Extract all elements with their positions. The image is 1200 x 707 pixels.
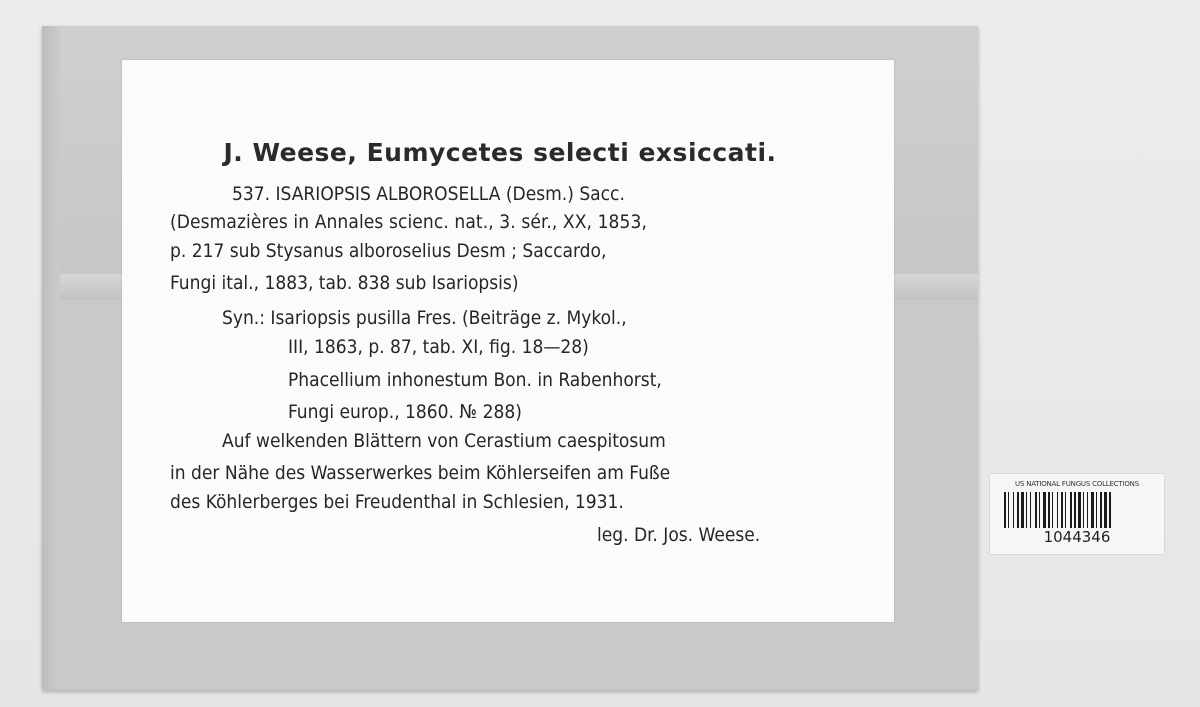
packet-edge <box>42 26 60 690</box>
label-line-collector: leg. Dr. Jos. Weese. <box>597 524 761 546</box>
barcode-number: 1044346 <box>1043 528 1111 546</box>
label-line-synonym-2: III, 1863, p. 87, tab. XI, fig. 18—28) <box>288 336 589 358</box>
label-line-synonym-4: Fungi europ., 1860. № 288) <box>288 401 522 423</box>
label-line-citation: (Desmazières in Annales scienc. nat., 3. sér., XX, 1853, <box>170 211 647 233</box>
barcode-icon <box>1004 492 1150 528</box>
label-line-locality-2: des Köhlerberges bei Freudenthal in Schlesien, 1931. <box>170 491 624 513</box>
label-line-synonym-3: Phacellium inhonestum Bon. in Rabenhorst, <box>288 369 662 391</box>
label-line-locality: in der Nähe des Wasserwerkes beim Köhlerseifen am Fuße <box>170 462 671 484</box>
label-line-species: 537. ISARIOPSIS ALBOROSELLA (Desm.) Sacc. <box>232 183 625 205</box>
label-title: J. Weese, Eumycetes selecti exsiccati. <box>223 138 777 167</box>
label-line-habitat: Auf welkenden Blättern von Cerastium caespitosum <box>222 430 666 452</box>
barcode-tag <box>990 474 1164 554</box>
barcode-caption: US NATIONAL FUNGUS COLLECTIONS <box>1015 480 1139 488</box>
label-line-citation-2: p. 217 sub Stysanus alboroselius Desm ; Saccardo, <box>170 240 607 262</box>
label-line-citation-3: Fungi ital., 1883, tab. 838 sub Isariopsis) <box>170 272 519 294</box>
label-line-synonym: Syn.: Isariopsis pusilla Fres. (Beiträge z. Mykol., <box>222 307 627 329</box>
